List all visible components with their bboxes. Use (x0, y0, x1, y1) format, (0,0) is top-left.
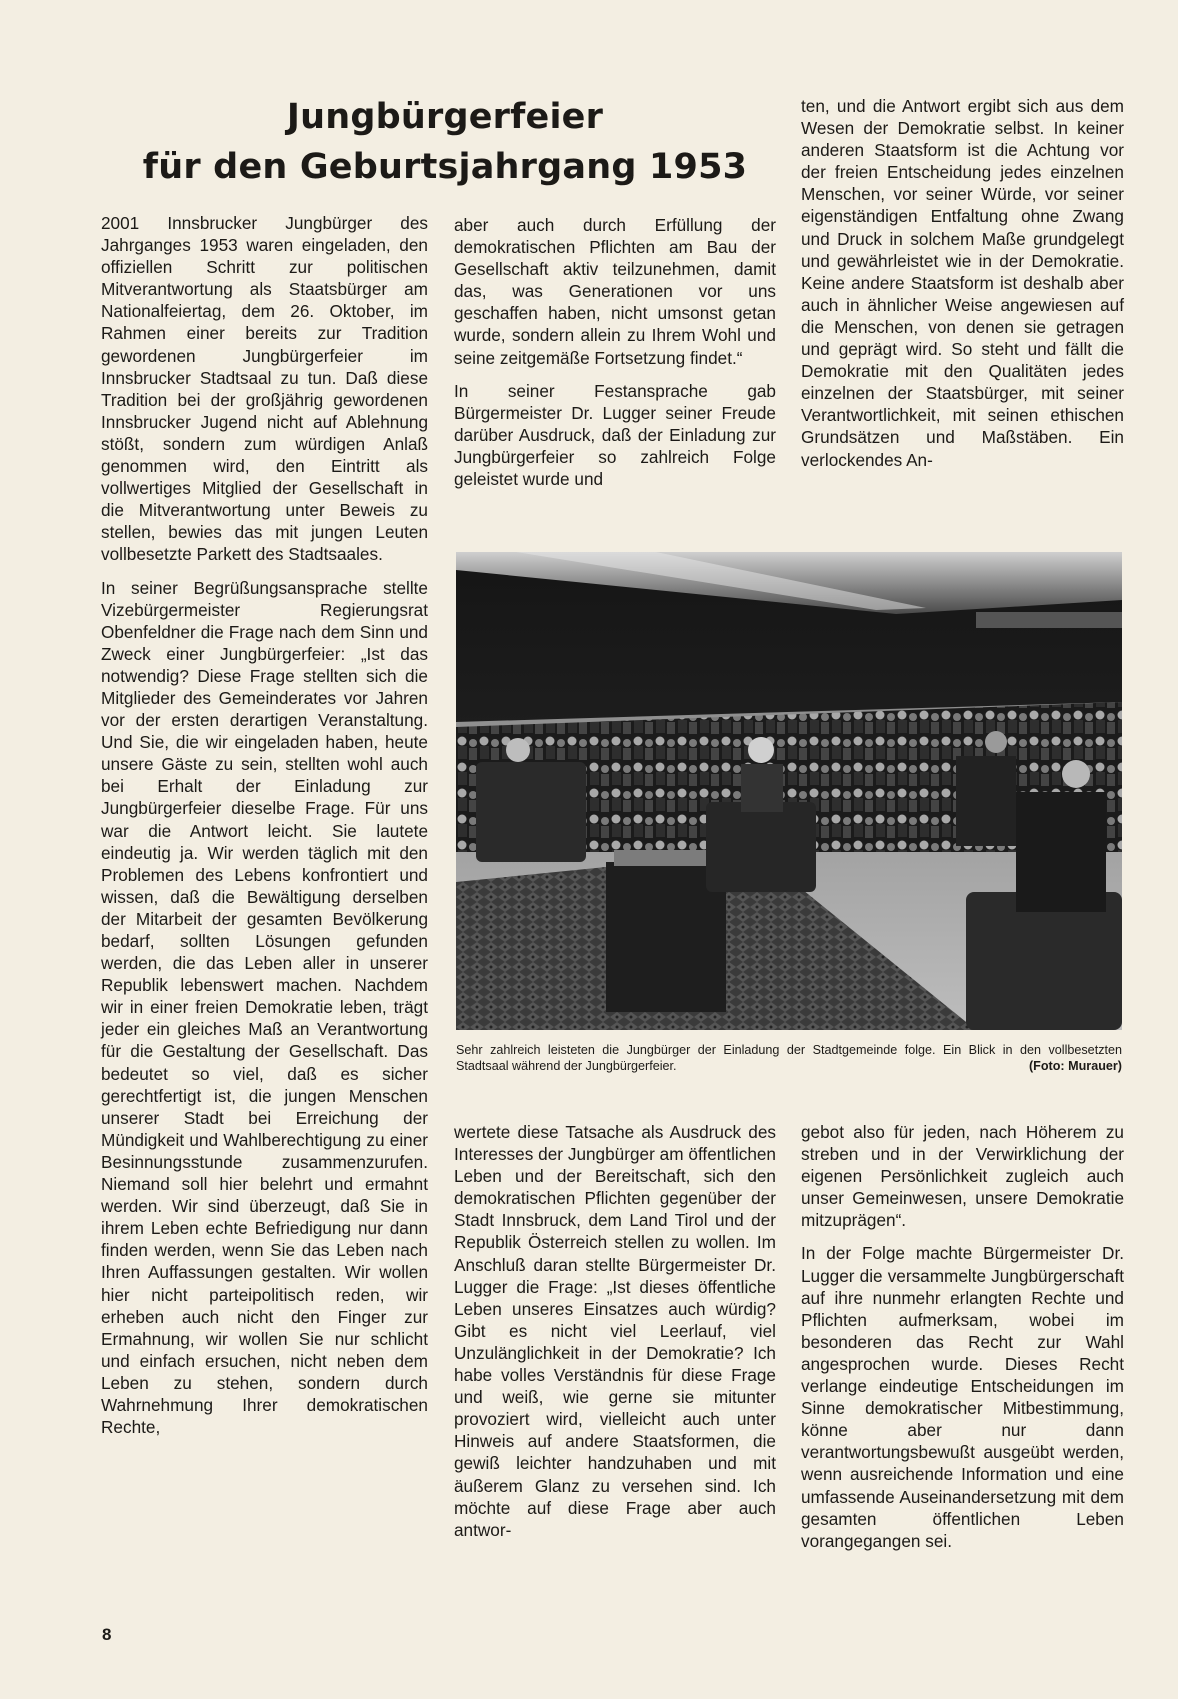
page-number: 8 (102, 1625, 112, 1644)
photo-illustration (456, 552, 1122, 1030)
hall-photo (456, 552, 1122, 1030)
title-line-1: Jungbürgerfeier (286, 97, 604, 137)
text-column-3 (801, 95, 1124, 471)
paragraph: In seiner Festansprache gab Bürgermeister Dr. Lugger seiner Freude darüber Ausdruck, daß der Einladung zur Jungbürgerfeier so zahlreich Folge geleistet wurde und (454, 380, 776, 490)
caption-text: Sehr zahlreich leisteten die Jungbürger der Einladung der Stadtgemeinde folge. Ein Blick in den vollbesetzten Stadtsaal während der Jungbürgerfeier. (456, 1043, 1122, 1073)
paragraph: gebot also für jeden, nach Höherem zu streben und in der Verwirklichung der eigenen Persönlichkeit zugleich auch unser Gemeinwesen, unsere Demokratie mitzuprägen“. (801, 1122, 1124, 1231)
paragraph: wertete diese Tatsache als Ausdruck des Interesses der Jungbürger am öffentlichen Leben und der Bereitschaft, sich den demokratischen Pflichten gegenüber der Stadt Innsbruck, dem Land Tirol und der Republik Österreich stellen zu wollen. Im Anschluß daran stellte Bürgermeister Dr. Lugger die Frage: „Ist dieses öffentliche Leben unseres Einsatzes auch würdig? Gibt es nicht viel Leerlauf, viel Unzulänglichkeit in der Demokratie? Ich habe volles Verständnis für diese Frage und weiß, wie gerne sie mitunter provoziert wird, vielleicht auch unter Hinweis auf andere Staatsformen, die gewiß leichter handzuhaben und mit äußerem Glanz zu versehen sind. Ich möchte auf diese Frage aber auch antwor- (454, 1122, 776, 1540)
paragraph: 2001 Innsbrucker Jungbürger des Jahrganges 1953 waren eingeladen, den offiziellen Schritt zur politischen Mitverantwortung als Staatsbürger am Nationalfeiertag, dem 26. Oktober, im Rahmen einer bereits zur Tradition gewordenen Jungbürgerfeier im Innsbrucker Stadtsaal zu tun. Daß diese Tradition bei der großjährig gewordenen Innsbrucker Jugend nicht auf Ablehnung stößt, sondern zum würdigen Anlaß genommen wird, den Eintritt als vollwertiges Mitglied der Gesellschaft in die Mitverantwortung unter Beweis zu stellen, bewies das mit jungen Leuten vollbesetzte Parkett des Stadtsaales. (101, 213, 428, 565)
paragraph: In seiner Begrüßungsansprache stellte Vizebürgermeister Regierungsrat Obenfeldner die Frage nach dem Sinn und Zweck einer Jungbürgerfeier: „Ist das notwendig? Diese Frage stellten sich die Mitglieder des Gemeinderates vor Jahren vor der ersten derartigen Veranstaltung. Und Sie, die wir eingeladen haben, heute unsere Gäste zu sein, stellten wohl auch bei Erhalt der Einladung zur Jungbürgerfeier dieselbe Frage. Für uns war die Antwort leicht. Sie lautete eindeutig ja. Wir werden täglich mit den Problemen des Lebens konfrontiert und wissen, daß die Bewältigung derselben der Mitarbeit der gesamten Bevölkerung bedarf, sollten Lösungen gefunden werden, die das Leben aller in unserer Republik lebenswert machen. Nachdem wir in einer freien Demokratie leben, trägt jeder ein gleiches Maß an Verantwortung für die Gestaltung der Gesellschaft. Das bedeutet so viel, daß es sicher gerechtfertigt ist, die jungen Menschen unserer Stadt bei Erreichung der Mündigkeit und Wahlberechtigung zu einer Besinnungsstunde zusammenzurufen. Niemand soll hier belehrt und ermahnt werden. Wir sind überzeugt, daß Sie in ihrem Leben echte Befriedigung nur dann finden werden, wenn Sie das Leben nach Ihren Auffassungen gestalten. Wir wollen hier nicht parteipolitisch reden, wir erheben auch nicht den Finger zur Ermahnung, wir wollen Sie nur schlicht und einfach ersuchen, nicht neben dem Leben zu stehen, sondern durch Wahrnehmung Ihrer demokratischen Rechte, (101, 577, 428, 1438)
paragraph: aber auch durch Erfüllung der demokratischen Pflichten am Bau der Gesellschaft aktiv teilzunehmen, damit das, was Generationen vor uns geschaffen haben, nicht umsonst getan wurde, sondern allein zu Ihrem Wohl und seine zeitgemäße Fortsetzung findet.“ (454, 215, 776, 368)
text-column-1 (101, 212, 428, 1438)
title-line-2: für den Geburtsjahrgang 1953 (142, 147, 748, 187)
paragraph: In der Folge machte Bürgermeister Dr. Lugger die versammelte Jungbürgerschaft auf ihre nunmehr erlangten Rechte und Pflichten aufmerksam, wobei im besonderen das Recht zur Wahl angesprochen wurde. Dieses Recht verlange eindeutige Entscheidungen im Sinne demokratischer Mitbestimmung, könne aber nur dann verantwortungsbewußt ausgeübt werden, wenn ausreichende Information und eine umfassende Auseinandersetzung mit dem gesamten öffentlichen Leben vorangegangen sei. (801, 1243, 1124, 1551)
text-column-2 (454, 214, 776, 490)
article-title (100, 92, 790, 192)
photo-credit: (Foto: Murauer) (1028, 1059, 1122, 1073)
text-column-4 (454, 1121, 776, 1541)
photo-caption (456, 1042, 1122, 1074)
text-column-5 (801, 1121, 1124, 1552)
paragraph: ten, und die Antwort ergibt sich aus dem Wesen der Demokratie selbst. In keiner anderen Staatsform ist die Achtung vor der freien Entscheidung jedes einzelnen Menschen, vor seiner Würde, vor seiner eigenständigen Entfaltung ohne Zwang und Druck in solchem Maße grundgelegt und gewährleistet wie in der Demokratie. Keine andere Staatsform ist deshalb aber auch in ähnlicher Weise angewiesen auf die Menschen, von denen sie getragen und geprägt wird. So steht und fällt die Demokratie mit den Qualitäten jedes einzelnen der Staatsbürger, mit seiner Verantwortlichkeit, mit seinen ethischen Grundsätzen und Maßstäben. Ein verlockendes An- (801, 96, 1124, 470)
